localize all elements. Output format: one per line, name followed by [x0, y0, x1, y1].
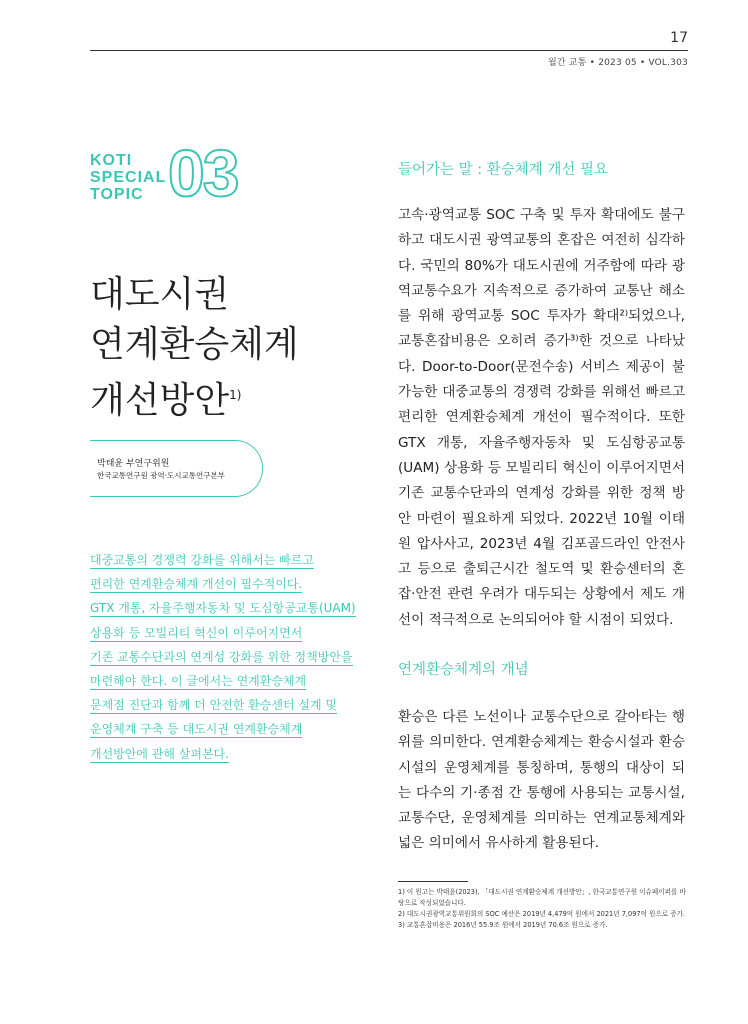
section-body-concept — [398, 705, 685, 857]
abstract-line: 문제점 진단과 함께 더 안전한 환승센터 설계 및 — [90, 698, 337, 713]
topic-label — [90, 152, 166, 203]
paragraph: 고속·광역교통 SOC 구축 및 투자 확대에도 불구하고 대도시권 광역교통의 혼잡은 여전히 심각하다. 국민의 80%가 대도시권에 거주함에 따라 광역교통수요가 지속적으로 증가하여 교통난 해소를 위해 광역교통 SOC 투자가 확대²⁾되었으나, 교통혼잡비용은 오히려 증가³⁾한 것으로 나타났다. Door-to-Door(문전수송) 서비스 제공이 불가능한 대중교통의 경쟁력 강화를 위해선 빠르고 편리한 연계환승체계 개선이 필수적이다. 또한 GTX 개통, 자율주행자동차 및 도심항공교통(UAM) 상용화 등 모빌리티 혁신이 이루어지면서 기존 교통수단과의 연계성 강화를 위한 정책 방안 마련이 필요하게 되었다. 2022년 10월 이태원 압사사고, 2023년 4월 김포골드라인 안전사고 등으로 출퇴근시간 철도역 및 환승센터의 혼잡·안전 관련 우려가 대두되는 상황에서 제도 개선이 적극적으로 논의되어야 할 시점이 되었다. — [398, 207, 685, 628]
article-title — [90, 270, 299, 426]
footnote-item: 2) 대도시권광역교통위원회의 SOC 예산은 2019년 4,479억 원에서 2021년 7,097억 원으로 증가. — [398, 910, 686, 918]
topic-number: 03 — [168, 136, 238, 210]
author-affiliation: 한국교통연구원 광역·도시교통연구본부 — [97, 471, 225, 480]
paragraph: 환승은 다른 노선이나 교통수단으로 갈아타는 행위를 의미한다. 연계환승체계는 환승시설과 환승시설의 운영체계를 통칭하며, 통행의 대상이 되는 다수의 기·종점 간 통행에 사용되는 교통시설, 교통수단, 운영체계를 의미하는 연계교통체계와 넓은 의미에서 유사하게 활용된다. — [398, 709, 685, 852]
abstract-line: 운영체계 구축 등 대도시권 연계환승체계 — [90, 722, 303, 737]
abstract-line: GTX 개통, 자율주행자동차 및 도심항공교통(UAM) — [90, 601, 356, 616]
title-line-3-text: 개선방안 — [90, 380, 230, 421]
section-heading-intro: 들어가는 말 : 환승체계 개선 필요 — [398, 162, 609, 178]
abstract-line: 기존 교통수단과의 연계성 강화를 위한 정책방안을 — [90, 649, 353, 664]
author-name: 박태윤 부연구위원 — [97, 459, 170, 469]
footnotes — [398, 887, 688, 931]
footnote-item: 3) 교통혼잡비용은 2016년 55.9조 원에서 2019년 70.6조 원으로 증가. — [398, 921, 608, 929]
section-heading-concept: 연계환승체계의 개념 — [398, 662, 529, 678]
title-line-2: 연계환승체계 — [90, 324, 299, 365]
footnote-rule — [398, 881, 468, 882]
footnote-item: 1) 이 원고는 박태윤(2023), 「대도시권 연계환승체계 개선방안」, 한국교통연구원 이슈페이퍼를 바탕으로 작성되었습니다. — [398, 888, 686, 907]
abstract-line: 마련해야 한다. 이 글에서는 연계환승체계 — [90, 674, 307, 689]
section-body-intro — [398, 203, 685, 633]
issue-info: 월간 교통 • 2023 05 • VOL.303 — [547, 58, 688, 68]
abstract — [90, 548, 370, 766]
header-rule — [90, 50, 688, 51]
abstract-line: 편리한 연계환승체계 개선이 필수적이다. — [90, 577, 303, 592]
abstract-line: 대중교통의 경쟁력 강화를 위해서는 빠르고 — [90, 553, 314, 567]
abstract-line: 상용화 등 모빌리티 혁신이 이루어지면서 — [90, 625, 303, 640]
topic-line-koti: KOTI — [90, 152, 133, 169]
topic-line-special: SPECIAL — [90, 169, 167, 186]
page-number: 17 — [670, 30, 688, 46]
title-line-3 — [90, 370, 299, 426]
topic-line-topic: TOPIC — [90, 186, 144, 203]
title-line-1: 대도시권 — [90, 274, 230, 315]
title-footnote-mark: 1) — [229, 388, 242, 402]
abstract-line: 개선방안에 관해 살펴본다. — [90, 746, 229, 761]
